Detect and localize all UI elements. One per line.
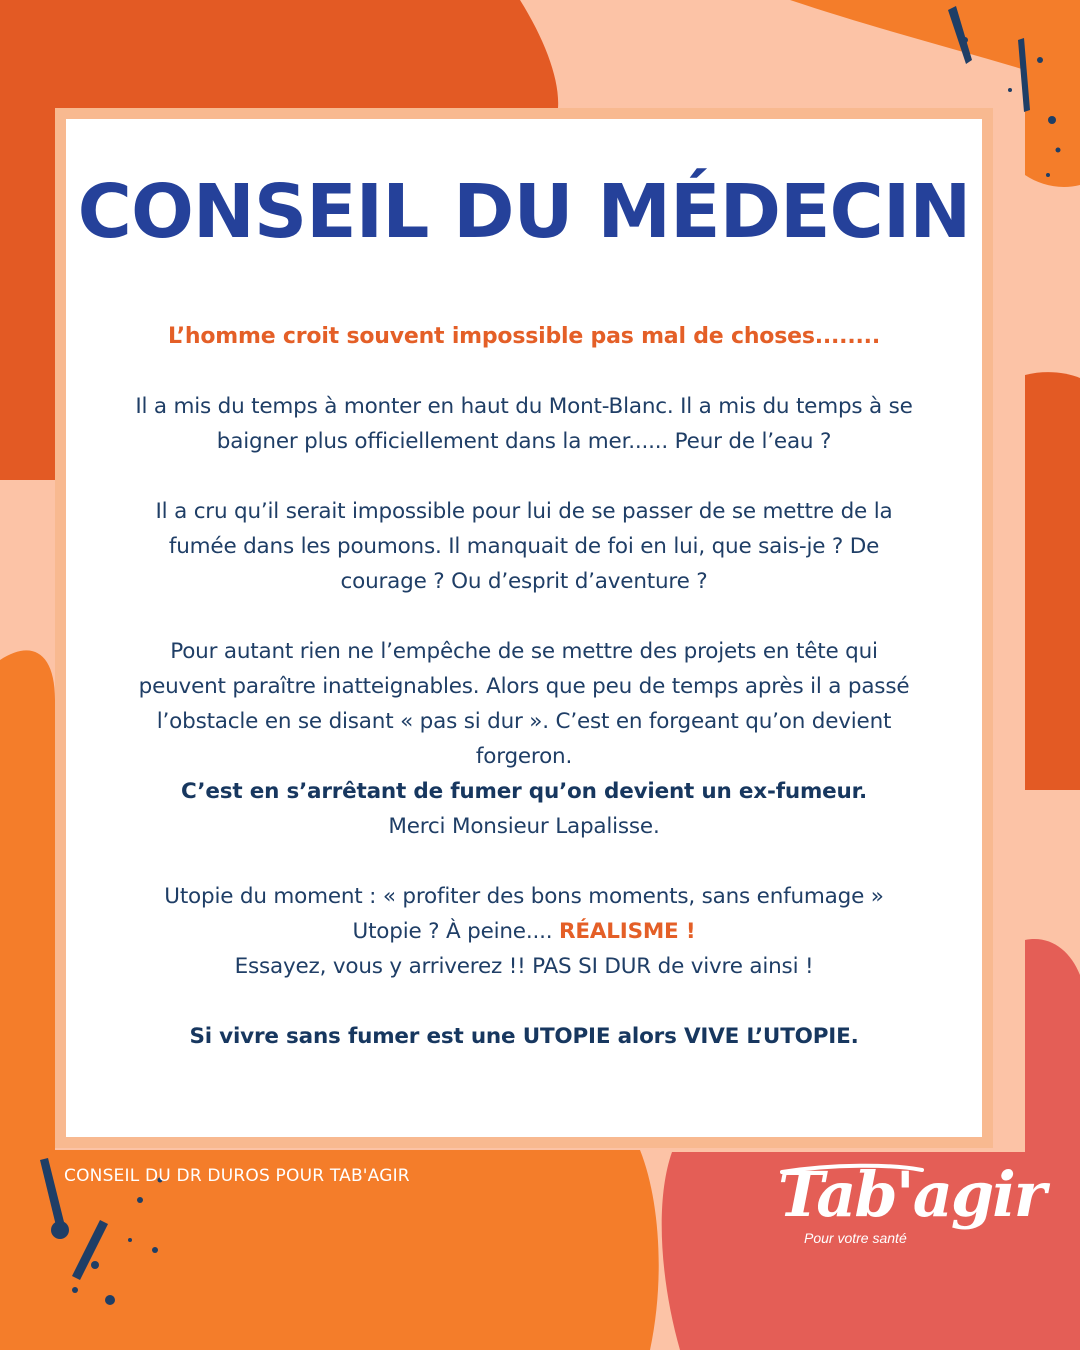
page-title: CONSEIL DU MÉDECIN — [77, 169, 971, 255]
logo-wordmark: Tab'agir — [778, 1158, 1045, 1231]
paragraph-3-line-1: Pour autant rien ne l’empêche de se mettre des projets en tête qui — [170, 639, 878, 664]
lead-sentence: L’homme croit souvent impossible pas mal de choses........ — [168, 324, 880, 349]
closing-statement: Si vivre sans fumer est une UTOPIE alors VIVE L’UTOPIE. — [189, 1024, 859, 1049]
paragraph-3-bold-line: C’est en s’arrêtant de fumer qu’on devient un ex-fumeur. — [181, 779, 867, 804]
footer-credit: CONSEIL DU DR DUROS POUR TAB'AGIR — [64, 1166, 410, 1186]
realism-highlight: RÉALISME ! — [559, 919, 696, 944]
advice-card — [55, 108, 993, 1148]
paragraph-3-line-3: l’obstacle en se disant « pas si dur ». C’est en forgeant qu’on devient — [156, 709, 892, 734]
logo-tagline: Pour votre santé — [804, 1230, 907, 1246]
paragraph-2-line-1: Il a cru qu’il serait impossible pour lui de se passer de se mettre de la — [155, 499, 893, 524]
paragraph-4-line-2 — [80, 914, 968, 949]
paragraph-2-line-3: courage ? Ou d’esprit d’aventure ? — [340, 569, 708, 594]
tabagir-logo — [772, 1158, 1045, 1260]
paragraph-1-line-1: Il a mis du temps à monter en haut du Mont-Blanc. Il a mis du temps à se — [135, 394, 913, 419]
paragraph-2-line-2: fumée dans les poumons. Il manquait de foi en lui, que sais-je ? De — [168, 534, 880, 559]
paragraph-4-prefix: Utopie ? À peine.... — [352, 919, 559, 944]
paragraph-1-line-2: baigner plus officiellement dans la mer...... Peur de l’eau ? — [216, 429, 832, 454]
paragraph-4-line-3: Essayez, vous y arriverez !! PAS SI DUR de vivre ainsi ! — [234, 954, 814, 979]
paragraph-3-line-2: peuvent paraître inatteignables. Alors que peu de temps après il a passé — [138, 674, 910, 699]
paragraph-4-line-1: Utopie du moment : « profiter des bons moments, sans enfumage » — [164, 884, 884, 909]
advice-text — [80, 319, 968, 1054]
paragraph-3-last-line: Merci Monsieur Lapalisse. — [388, 814, 660, 839]
paragraph-3-line-4: forgeron. — [475, 744, 573, 769]
